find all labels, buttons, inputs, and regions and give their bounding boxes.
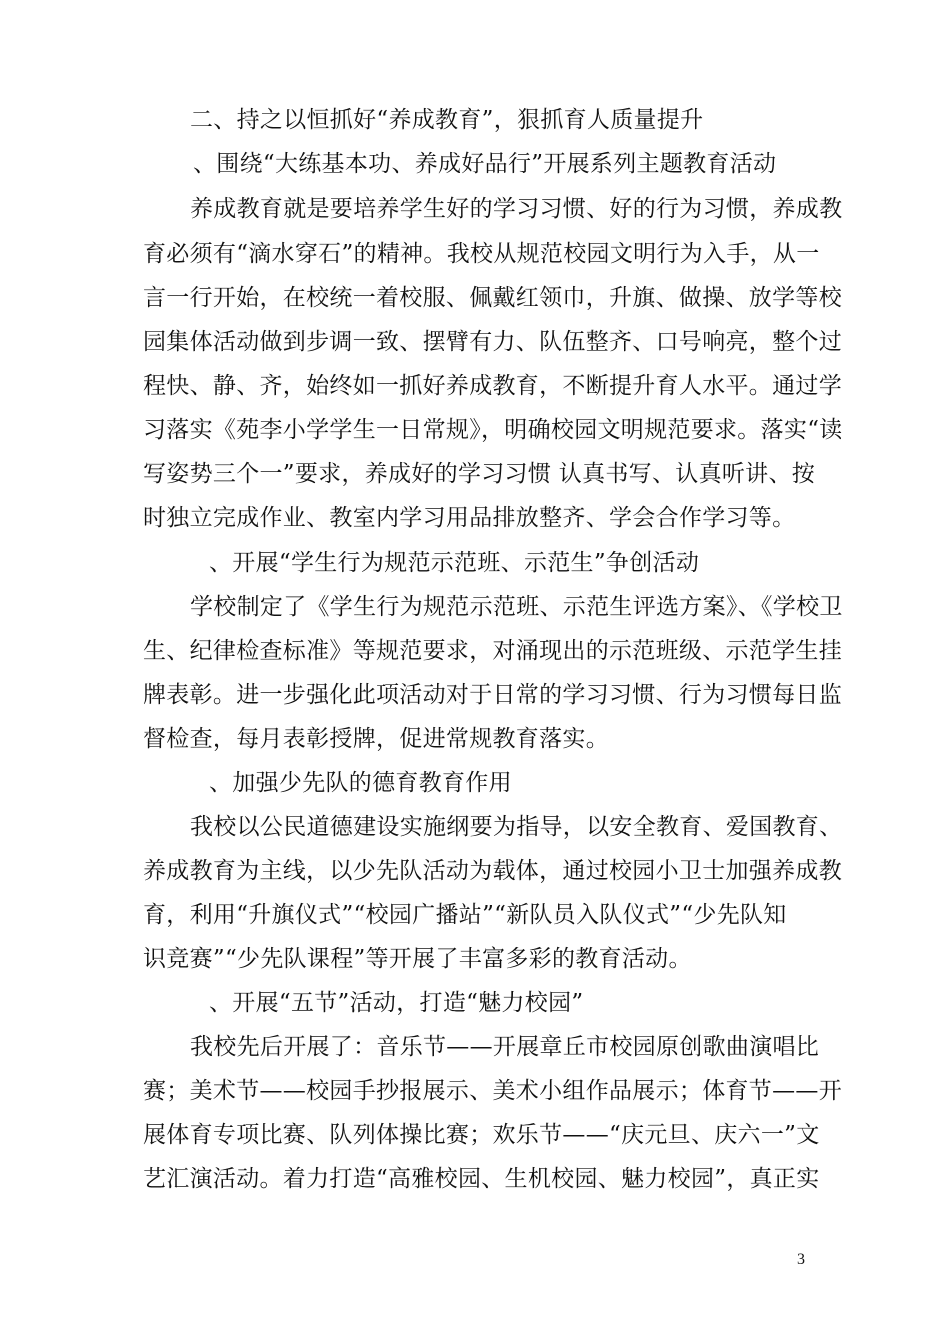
paragraph-line: 识竞赛”“少先队课程”等开展了丰富多彩的教育活动。 xyxy=(143,946,692,972)
paragraph-line: 我校先后开展了：音乐节——开展章丘市校园原创歌曲演唱比 xyxy=(190,1034,820,1060)
page-number: 3 xyxy=(797,1251,805,1268)
paragraph-line: 时独立完成作业、教室内学习用品排放整齐、学会合作学习等。 xyxy=(143,505,796,531)
paragraph-line: 养成教育为主线，以少先队活动为载体，通过校园小卫士加强养成教 xyxy=(143,858,842,884)
paragraph-line: 赛；美术节——校园手抄报展示、美术小组作品展示；体育节——开 xyxy=(143,1078,842,1104)
paragraph-line: 习落实《苑李小学学生一日常规》，明确校园文明规范要求。落实“读 xyxy=(143,417,843,443)
paragraph-line: 督检查，每月表彰授牌，促进常规教育落实。 xyxy=(143,726,609,752)
item-title: 、开展“五节”活动，打造“魅力校园” xyxy=(209,990,584,1016)
paragraph-line: 牌表彰。进一步强化此项活动对于日常的学习习惯、行为习惯每日监 xyxy=(143,682,842,708)
item-title: 、加强少先队的德育教育作用 xyxy=(209,770,512,796)
paragraph-line: 生、纪律检查标准》等规范要求，对涌现出的示范班级、示范学生挂 xyxy=(143,638,842,664)
paragraph-line: 学校制定了《学生行为规范示范班、示范生评选方案》、《学校卫 xyxy=(190,594,843,620)
paragraph-line: 言一行开始，在校统一着校服、佩戴红领巾，升旗、做操、放学等校 xyxy=(143,285,842,311)
paragraph-line: 育必须有“滴水穿石”的精神。我校从规范校园文明行为入手，从一 xyxy=(143,241,820,267)
item-title: 、围绕“大练基本功、养成好品行”开展系列主题教育活动 xyxy=(193,151,777,177)
paragraph-line: 艺汇演活动。着力打造“高雅校园、生机校园、魅力校园”，真正实 xyxy=(143,1166,820,1192)
paragraph-line: 写姿势三个一”要求，养成好的学习习惯 认真书写、认真听讲、按 xyxy=(143,461,816,487)
item-title: 、开展“学生行为规范示范班、示范生”争创活动 xyxy=(209,550,700,576)
section-heading: 二、持之以恒抓好“养成教育”，狠抓育人质量提升 xyxy=(190,107,704,133)
paragraph-line: 园集体活动做到步调一致、摆臂有力、队伍整齐、口号响亮，整个过 xyxy=(143,329,842,355)
paragraph-line: 我校以公民道德建设实施纲要为指导，以安全教育、爱国教育、 xyxy=(190,814,843,840)
paragraph-line: 展体育专项比赛、队列体操比赛；欢乐节——“庆元旦、庆六一”文 xyxy=(143,1122,820,1148)
paragraph-line: 程快、静、齐，始终如一抓好养成教育，不断提升育人水平。通过学 xyxy=(143,373,842,399)
paragraph-line: 养成教育就是要培养学生好的学习习惯、好的行为习惯，养成教 xyxy=(190,196,843,222)
paragraph-line: 育，利用“升旗仪式”“校园广播站”“新队员入队仪式”“少先队知 xyxy=(143,902,787,928)
